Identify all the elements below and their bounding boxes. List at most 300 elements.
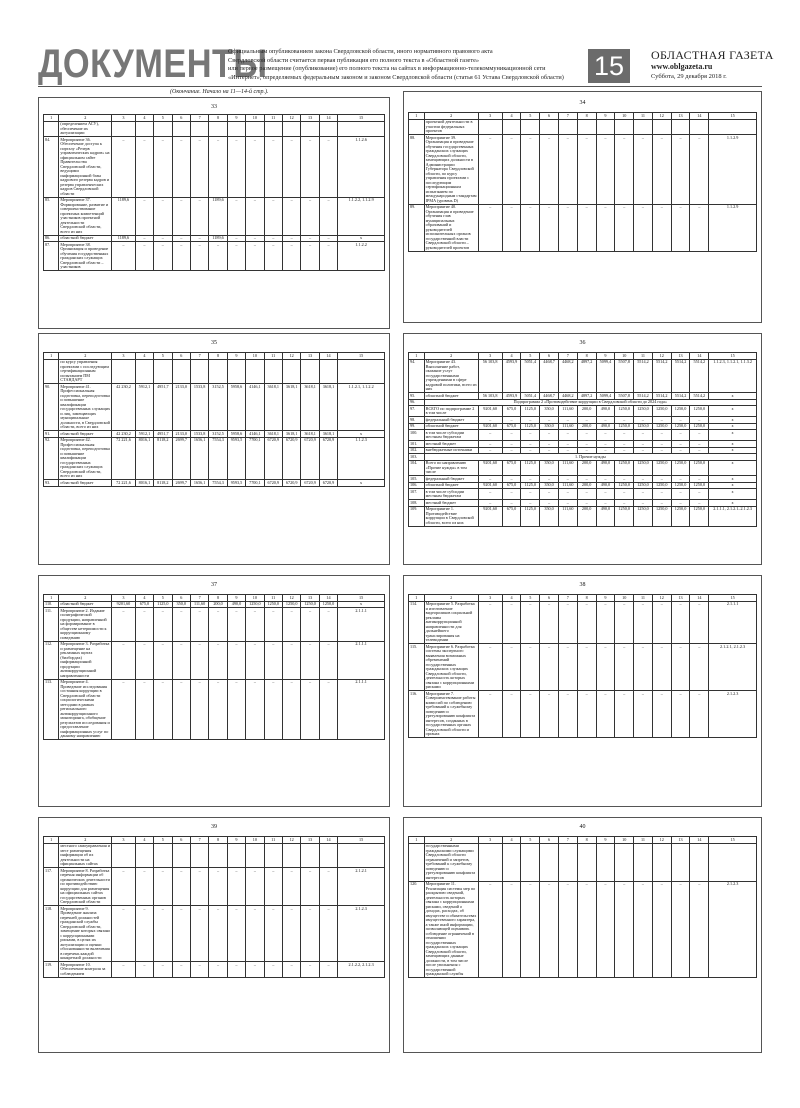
- table-cell: –: [652, 500, 671, 507]
- table-cell: 675,0: [502, 506, 521, 526]
- column-header: 4: [135, 353, 153, 360]
- table-cell: –: [540, 447, 559, 454]
- table-cell: 1250,0: [634, 406, 653, 417]
- table-cell: [172, 121, 190, 137]
- table-cell: –: [190, 962, 208, 978]
- row-label: (определением АСУ), обеспечение их актуализации: [59, 121, 112, 137]
- column-header: 10: [246, 837, 264, 844]
- table-cell: –: [690, 500, 709, 507]
- column-header: 3: [112, 595, 136, 602]
- row-number: 100.: [409, 430, 425, 441]
- table-cell: 675,0: [502, 423, 521, 430]
- table-cell: –: [615, 441, 634, 448]
- table-cell: 675,0: [135, 601, 153, 608]
- column-header: 11: [264, 595, 282, 602]
- table-row: [409, 644, 757, 691]
- table-row: [44, 437, 385, 480]
- table-cell: –: [112, 962, 136, 978]
- table-cell: –: [112, 608, 136, 642]
- table-cell: [478, 843, 502, 881]
- table-cell: –: [319, 235, 337, 242]
- continuation-note: (Окончание. Начало на 11—14-й стр.).: [170, 89, 269, 95]
- table-cell: х: [338, 235, 385, 242]
- website-link[interactable]: www.oblgazeta.ru: [651, 62, 713, 71]
- table-cell: –: [227, 868, 245, 906]
- table-cell: 4593,9: [502, 393, 521, 400]
- row-number: 96.: [409, 399, 425, 406]
- table-cell: –: [478, 644, 502, 691]
- row-number: 109.: [409, 506, 425, 526]
- table-cell: –: [190, 137, 208, 198]
- column-header: 11: [634, 353, 653, 360]
- doc-page-number: 35: [211, 340, 217, 346]
- data-table: [43, 836, 385, 978]
- row-number: 95.: [409, 393, 425, 400]
- table-cell: –: [634, 500, 653, 507]
- table-cell: –: [478, 135, 502, 205]
- column-header: 11: [264, 837, 282, 844]
- table-cell: 2.1.2.3: [338, 906, 385, 962]
- table-cell: –: [558, 500, 577, 507]
- table-cell: –: [596, 644, 615, 691]
- table-cell: –: [172, 641, 190, 679]
- table-cell: 111,60: [558, 482, 577, 489]
- table-cell: [246, 843, 264, 868]
- table-cell: [172, 359, 190, 384]
- table-cell: [577, 843, 596, 881]
- row-number: 105.: [409, 476, 425, 483]
- table-cell: –: [190, 242, 208, 271]
- column-header: 14: [690, 353, 709, 360]
- table-cell: –: [634, 417, 653, 424]
- table-cell: –: [502, 881, 521, 978]
- table-cell: –: [227, 906, 245, 962]
- table-row: [44, 868, 385, 906]
- table-cell: –: [634, 644, 653, 691]
- table-cell: 56 103,8: [478, 359, 502, 393]
- table-cell: [301, 843, 319, 868]
- table-cell: 1125,0: [521, 406, 540, 417]
- data-table: [408, 112, 757, 252]
- section-heading: Подпрограмма 2 «Противодействие коррупции в Свердловской области до 2024 года»: [424, 399, 756, 406]
- column-header: 12: [652, 353, 671, 360]
- column-header: 10: [615, 113, 634, 120]
- table-cell: –: [596, 500, 615, 507]
- table-cell: –: [112, 137, 136, 198]
- table-cell: –: [301, 608, 319, 642]
- table-cell: 1250,0: [652, 460, 671, 476]
- row-number: 86.: [44, 235, 59, 242]
- table-cell: –: [319, 868, 337, 906]
- table-cell: 1.1.2.2, 1.1.2.9: [338, 197, 385, 235]
- table-cell: –: [319, 242, 337, 271]
- table-cell: 7700,1: [246, 437, 264, 480]
- table-cell: 2133,0: [172, 431, 190, 438]
- table-cell: 4468,7: [540, 393, 559, 400]
- table-cell: –: [558, 204, 577, 251]
- table-cell: [652, 119, 671, 135]
- column-header: 8: [577, 595, 596, 602]
- table-cell: –: [264, 962, 282, 978]
- table-cell: 1125,0: [521, 506, 540, 526]
- table-cell: –: [615, 881, 634, 978]
- column-header: 10: [615, 595, 634, 602]
- row-number: 97.: [409, 406, 425, 417]
- table-cell: –: [282, 608, 300, 642]
- table-cell: х: [709, 476, 757, 483]
- table-cell: 350,0: [540, 482, 559, 489]
- table-cell: [282, 121, 300, 137]
- table-cell: –: [502, 430, 521, 441]
- table-cell: х: [709, 460, 757, 476]
- table-cell: –: [558, 441, 577, 448]
- table-cell: –: [264, 197, 282, 235]
- column-header: 7: [190, 115, 208, 122]
- column-header: 2: [59, 595, 112, 602]
- table-cell: 2.1.1.1: [709, 601, 757, 644]
- column-header: 5: [521, 113, 540, 120]
- row-label: ВСЕГО по подпрограмме 2 в том числе: [424, 406, 478, 417]
- table-cell: –: [282, 242, 300, 271]
- table-cell: –: [540, 417, 559, 424]
- table-cell: –: [135, 868, 153, 906]
- table-cell: –: [652, 135, 671, 205]
- table-cell: 1250,0: [671, 406, 690, 417]
- table-cell: [540, 119, 559, 135]
- table-cell: [209, 843, 227, 868]
- table-cell: –: [478, 441, 502, 448]
- table-row: [409, 359, 757, 393]
- table-cell: –: [634, 430, 653, 441]
- table-cell: 1.1.2.9: [709, 135, 757, 205]
- table-cell: –: [135, 608, 153, 642]
- doc-page-number: 38: [579, 582, 586, 588]
- table-cell: –: [671, 476, 690, 483]
- table-row: [409, 135, 757, 205]
- table-cell: –: [671, 441, 690, 448]
- table-cell: [596, 843, 615, 881]
- table-cell: –: [246, 641, 264, 679]
- row-number: 118.: [44, 906, 59, 962]
- table-cell: [112, 121, 136, 137]
- table-cell: –: [671, 644, 690, 691]
- table-cell: 7554,3: [209, 480, 227, 487]
- table-cell: 5958,6: [227, 384, 245, 431]
- column-header: 8: [577, 837, 596, 844]
- issue-date: Суббота, 29 декабря 2018 г.: [651, 73, 727, 80]
- table-cell: –: [209, 608, 227, 642]
- row-label: областной бюджет: [424, 423, 478, 430]
- table-cell: 490,0: [596, 506, 615, 526]
- table-cell: –: [652, 601, 671, 644]
- doc-page-number: 33: [211, 104, 217, 110]
- table-cell: 4146,1: [246, 384, 264, 431]
- table-cell: –: [521, 691, 540, 738]
- table-cell: –: [596, 601, 615, 644]
- table-cell: 1250,0: [652, 406, 671, 417]
- column-header: 4: [135, 837, 153, 844]
- table-cell: [282, 843, 300, 868]
- table-cell: 1189,6: [209, 197, 227, 235]
- table-row: [409, 691, 757, 738]
- table-cell: –: [521, 601, 540, 644]
- doc-page-number: 39: [211, 824, 217, 830]
- column-header: 15: [338, 115, 385, 122]
- column-header: 14: [319, 115, 337, 122]
- table-cell: –: [135, 679, 153, 740]
- row-label: областной бюджет: [424, 393, 478, 400]
- table-cell: –: [246, 235, 264, 242]
- row-number: [44, 121, 59, 137]
- table-cell: [264, 121, 282, 137]
- row-label: по курсу управления проектами с последующим сертификационным испытанием ПМ СТАНДАРТ: [59, 359, 112, 384]
- table-cell: –: [521, 644, 540, 691]
- column-header: 6: [172, 595, 190, 602]
- table-cell: –: [540, 601, 559, 644]
- table-cell: х: [709, 447, 757, 454]
- table-row: [44, 242, 385, 271]
- table-cell: 4951,7: [154, 431, 172, 438]
- table-cell: [652, 843, 671, 881]
- table-cell: 6720,9: [264, 437, 282, 480]
- table-cell: 9201,60: [478, 406, 502, 417]
- table-cell: [502, 119, 521, 135]
- table-cell: –: [558, 644, 577, 691]
- table-cell: 5051,4: [521, 393, 540, 400]
- table-cell: 6720,9: [319, 480, 337, 487]
- table-cell: –: [652, 644, 671, 691]
- table-cell: –: [690, 430, 709, 441]
- row-number: 104.: [409, 460, 425, 476]
- table-cell: 42 230,2: [112, 431, 136, 438]
- table-row: [44, 906, 385, 962]
- table-cell: [135, 121, 153, 137]
- page-number: 15: [588, 49, 630, 83]
- table-cell: 5514,2: [652, 393, 671, 400]
- table-cell: 1250,0: [652, 506, 671, 526]
- table-cell: 8118,2: [154, 437, 172, 480]
- column-header: 5: [521, 353, 540, 360]
- table-cell: 3618,1: [301, 384, 319, 431]
- table-cell: –: [596, 881, 615, 978]
- doc-page-number: 37: [211, 582, 217, 588]
- table-cell: –: [577, 430, 596, 441]
- row-number: [409, 119, 425, 135]
- column-header: 1: [44, 115, 59, 122]
- table-cell: 1250,0: [634, 460, 653, 476]
- table-cell: 5099,4: [596, 393, 615, 400]
- table-cell: –: [209, 137, 227, 198]
- table-cell: 1250,0: [319, 601, 337, 608]
- table-cell: [338, 359, 385, 384]
- column-header: 1: [44, 595, 59, 602]
- table-cell: –: [634, 476, 653, 483]
- table-cell: –: [319, 962, 337, 978]
- table-cell: –: [246, 679, 264, 740]
- table-cell: –: [246, 197, 264, 235]
- table-cell: –: [690, 135, 709, 205]
- table-cell: [634, 843, 653, 881]
- table-cell: –: [154, 608, 172, 642]
- data-table: [408, 836, 757, 978]
- row-label: областной бюджет: [59, 480, 112, 487]
- table-cell: –: [577, 204, 596, 251]
- table-cell: 1125,0: [521, 460, 540, 476]
- table-cell: –: [282, 641, 300, 679]
- table-row: [44, 679, 385, 740]
- table-cell: –: [577, 489, 596, 500]
- row-label: внебюджетные источники: [424, 447, 478, 454]
- table-cell: –: [596, 476, 615, 483]
- table-cell: –: [502, 644, 521, 691]
- table-cell: –: [652, 447, 671, 454]
- table-cell: –: [319, 608, 337, 642]
- row-label: областной бюджет: [59, 601, 112, 608]
- table-cell: 9201,60: [478, 423, 502, 430]
- table-cell: [690, 843, 709, 881]
- table-cell: –: [615, 447, 634, 454]
- table-cell: [709, 843, 757, 881]
- column-header: 4: [135, 595, 153, 602]
- row-number: 92.: [44, 437, 59, 480]
- row-label: федеральный бюджет: [424, 417, 478, 424]
- table-cell: –: [558, 601, 577, 644]
- table-cell: –: [227, 679, 245, 740]
- table-cell: –: [671, 881, 690, 978]
- table-cell: 9201,60: [478, 482, 502, 489]
- column-header: 13: [301, 837, 319, 844]
- table-cell: –: [172, 962, 190, 978]
- table-row: [409, 204, 757, 251]
- column-header: 4: [135, 115, 153, 122]
- table-cell: –: [615, 430, 634, 441]
- table-cell: –: [615, 476, 634, 483]
- table-cell: 1250,0: [690, 482, 709, 489]
- table-cell: –: [615, 204, 634, 251]
- table-cell: –: [478, 489, 502, 500]
- table-cell: –: [246, 608, 264, 642]
- table-cell: –: [690, 691, 709, 738]
- table-cell: 1189,6: [112, 197, 136, 235]
- column-header: 8: [209, 115, 227, 122]
- column-header: 2: [424, 113, 478, 120]
- table-cell: –: [634, 881, 653, 978]
- data-table: [43, 594, 385, 740]
- column-header: 9: [227, 837, 245, 844]
- column-header: 12: [652, 837, 671, 844]
- row-label: Мероприятие 1. Противодействие коррупции в Свердловской области, всего из них: [424, 506, 478, 526]
- table-row: [409, 843, 757, 881]
- column-header: 11: [634, 595, 653, 602]
- table-cell: 4468,2: [558, 393, 577, 400]
- table-cell: –: [209, 906, 227, 962]
- table-cell: –: [172, 868, 190, 906]
- table-cell: –: [652, 476, 671, 483]
- doc-page-36: [403, 333, 762, 565]
- table-cell: 1250,0: [282, 601, 300, 608]
- column-header: 15: [709, 837, 757, 844]
- row-label: Мероприятие 37. Формирование, развитие и совершенствование проектных компетенций участников проектной деятельности Свердловской области, всего из них: [59, 197, 112, 235]
- column-header: 8: [209, 837, 227, 844]
- table-cell: –: [282, 235, 300, 242]
- table-cell: –: [615, 417, 634, 424]
- table-cell: 1250,0: [246, 601, 264, 608]
- column-header: 4: [502, 113, 521, 120]
- table-cell: –: [521, 447, 540, 454]
- table-cell: 4468,7: [540, 359, 559, 393]
- row-label: Мероприятие 11. Реализация системы мер по раскрытию сведений, деятельность которых связана с коррупционными рисками, сведений о доходах, расходах, об имуществе и обязательствах имущественного характера, а также иной информации, позволяющей оценивать соблюдение ограничений в отношении государственных гражданских служащих Свердловской области, замещающих данные должности, в том числе после увольнения с государственной гражданской службы: [425, 881, 477, 976]
- table-cell: –: [172, 906, 190, 962]
- column-header: 11: [634, 837, 653, 844]
- table-cell: –: [634, 441, 653, 448]
- table-cell: [190, 359, 208, 384]
- table-cell: –: [478, 430, 502, 441]
- column-header: 14: [690, 837, 709, 844]
- column-header: 4: [502, 595, 521, 602]
- column-header: 1: [44, 353, 59, 360]
- column-header: 2: [59, 115, 112, 122]
- column-header: 10: [246, 115, 264, 122]
- column-header: 14: [319, 595, 337, 602]
- doc-page-33: [38, 97, 390, 329]
- table-cell: 1.1.2.6: [338, 137, 385, 198]
- table-cell: 1189,6: [112, 235, 136, 242]
- row-label: проектной деятельности в участии федеральных проектов: [424, 119, 478, 135]
- table-cell: –: [652, 441, 671, 448]
- row-number: 90.: [44, 384, 59, 431]
- column-header: 9: [596, 837, 615, 844]
- column-header: 10: [615, 353, 634, 360]
- table-cell: –: [577, 500, 596, 507]
- table-cell: 1250,0: [264, 601, 282, 608]
- table-cell: [209, 121, 227, 137]
- column-header: 8: [577, 353, 596, 360]
- table-cell: 2.1.2.1: [338, 868, 385, 906]
- table-row: [44, 962, 385, 978]
- row-label: Мероприятие 43. Выполнение работ, оказание услуг государственными учреждениями в сфере кадровой политики, всего из них: [425, 359, 477, 391]
- row-label: Мероприятие 36. Обеспечение доступа к порталу «Резерв управленческих кадров» на официальном сайте Правительства Свердловской области, ведущими информационной базы кадрового резерва кадров и резерва управленческих кадров Свердловской области: [59, 137, 112, 198]
- table-cell: [319, 359, 337, 384]
- column-header: 15: [709, 113, 757, 120]
- table-cell: 5514,2: [634, 393, 653, 400]
- table-cell: 4146,1: [246, 431, 264, 438]
- table-cell: [596, 119, 615, 135]
- table-cell: 2133,0: [172, 384, 190, 431]
- table-cell: 3618,1: [264, 431, 282, 438]
- table-cell: [227, 843, 245, 868]
- row-number: 108.: [409, 500, 425, 507]
- row-label: Мероприятие 2. Издание полиграфической продукции, направленной на формирование в обществе нетерпимости к коррупционному поведению: [59, 608, 112, 642]
- table-cell: 6720,9: [319, 437, 337, 480]
- table-cell: –: [264, 679, 282, 740]
- table-cell: 490,0: [227, 601, 245, 608]
- column-header: 13: [301, 115, 319, 122]
- column-header: 14: [319, 353, 337, 360]
- column-header: 15: [338, 353, 385, 360]
- doc-page-number: 40: [579, 824, 586, 830]
- table-cell: –: [154, 641, 172, 679]
- table-row: [409, 881, 757, 978]
- column-header: 8: [577, 113, 596, 120]
- column-header: 13: [301, 595, 319, 602]
- table-cell: –: [690, 644, 709, 691]
- table-cell: 1250,0: [671, 423, 690, 430]
- row-label: Мероприятие 9. Проведение анализа перечней должностей гражданской службы Свердловской области, замещение которых связано с коррупционными рисками, в целях их актуализации и оценки обоснованности включения в перечень каждой конкретной должности: [60, 905, 111, 960]
- table-cell: 350,0: [540, 460, 559, 476]
- row-label: Всего по направлению «Прочие нужды» в том числе: [424, 460, 478, 476]
- table-cell: –: [135, 235, 153, 242]
- table-cell: [301, 121, 319, 137]
